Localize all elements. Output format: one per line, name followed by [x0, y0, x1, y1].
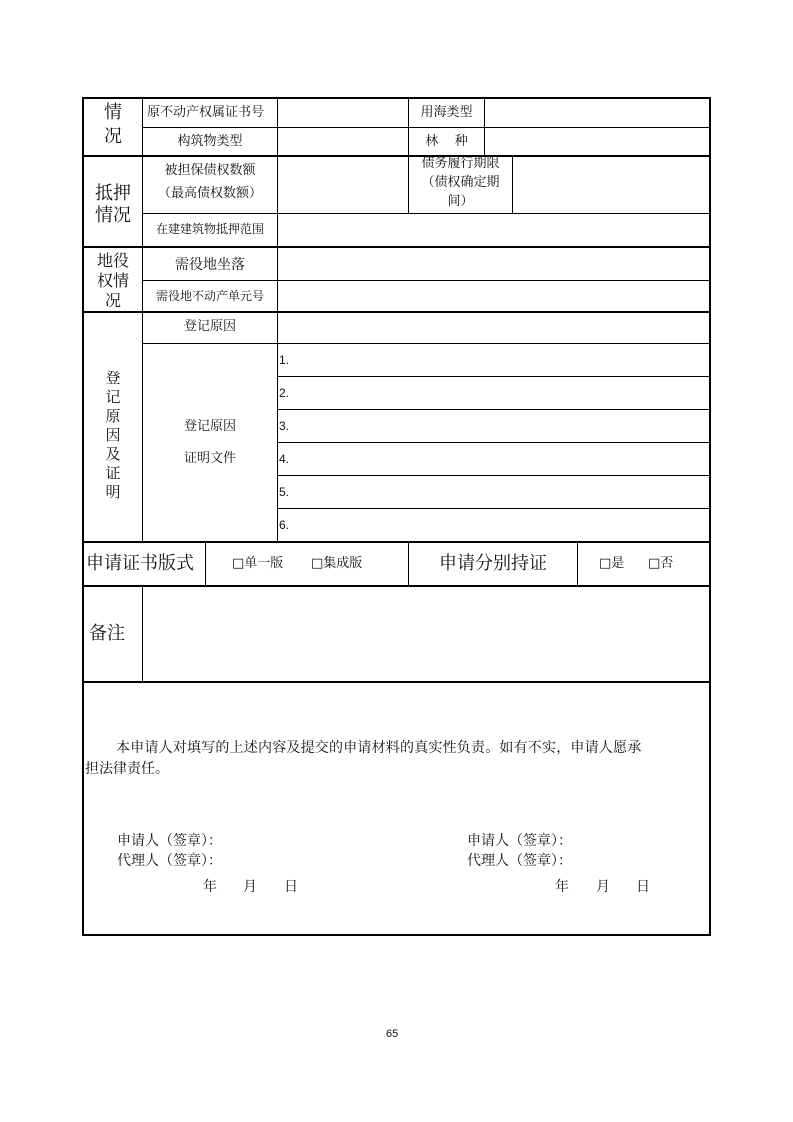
label-reason-docs-2: 证明文件 — [183, 451, 236, 466]
left-agent-signature: 代理人（签章）： — [117, 853, 222, 869]
left-applicant-signature: 申请人（签章）： — [117, 833, 222, 849]
section-label-line: 权情 — [96, 271, 129, 290]
right-date-month: 月 — [596, 879, 610, 895]
checkbox-no[interactable]: □否 — [648, 556, 674, 571]
label-registration-reason: 登记原因 — [183, 319, 236, 334]
label-forest-type: 林 种 — [425, 134, 468, 149]
label-cert-format: 申请证书版式 — [86, 553, 194, 574]
label-max-amount: （最高债权数额） — [157, 186, 262, 201]
label-remarks: 备注 — [89, 623, 125, 644]
label-structure-type: 构筑物类型 — [177, 134, 243, 149]
section-label-char: 证 — [105, 464, 121, 482]
label-reason-docs: 登记原因 — [183, 419, 236, 434]
page-number: 65 — [386, 1028, 399, 1040]
doc-item-number: 2. — [279, 386, 290, 400]
left-date-day: 日 — [284, 879, 298, 895]
doc-item-number: 4. — [279, 452, 290, 466]
section-label-char: 因 — [105, 426, 121, 444]
label-secured-amount: 被担保债权数额 — [164, 163, 256, 178]
section-label-char: 及 — [105, 445, 121, 463]
right-applicant-signature: 申请人（签章）： — [467, 833, 572, 849]
label-mortgage-scope: 在建建筑物抵押范围 — [155, 222, 264, 236]
label-dominant-land-location: 需役地坐落 — [175, 257, 245, 273]
section-label-char: 登 — [105, 369, 121, 387]
label-debt-term-3: 间） — [447, 194, 474, 209]
doc-item-number: 3. — [279, 419, 290, 433]
checkbox-collective-version[interactable]: □集成版 — [311, 556, 363, 571]
checkbox-single-version[interactable]: □单一版 — [232, 556, 284, 571]
section-label-easement — [84, 251, 142, 311]
label-debt-term: 债务履行期限 — [421, 156, 500, 171]
right-date-day: 日 — [636, 879, 650, 895]
section-label-line: 地役 — [96, 251, 129, 270]
label-original-cert-no: 原不动产权属证书号 — [147, 105, 265, 120]
label-sea-use-type: 用海类型 — [420, 105, 473, 120]
section-label-line: 抵押 — [95, 183, 131, 204]
section-label-char: 况 — [104, 126, 122, 147]
label-debt-term-2: （债权确定期 — [421, 175, 500, 190]
section-label-line: 况 — [104, 291, 121, 310]
section-label-situation — [84, 101, 142, 149]
left-date-month: 月 — [243, 879, 257, 895]
right-date-year: 年 — [555, 879, 569, 895]
section-label-line: 情况 — [95, 205, 131, 226]
label-separate-certificates: 申请分别持证 — [439, 553, 547, 574]
section-label-char: 记 — [105, 388, 121, 406]
right-agent-signature: 代理人（签章）： — [467, 853, 572, 869]
doc-item-number: 5. — [279, 485, 290, 499]
section-label-char: 原 — [105, 407, 121, 425]
section-label-char: 情 — [104, 102, 122, 123]
doc-item-number: 6. — [279, 518, 290, 532]
left-date-year: 年 — [203, 879, 217, 895]
label-dominant-land-unit-no: 需役地不动产单元号 — [155, 289, 264, 303]
section-label-char: 明 — [105, 483, 121, 501]
declaration-text: 本申请人对填写的上述内容及提交的申请材料的真实性负责。如有不实，申请人愿承 — [116, 740, 642, 756]
declaration-text-cont: 担法律责任。 — [85, 761, 169, 777]
checkbox-yes[interactable]: □是 — [599, 556, 625, 571]
section-label-mortgage — [84, 183, 142, 227]
doc-item-number: 1. — [279, 353, 290, 367]
section-label-reason — [84, 369, 142, 502]
